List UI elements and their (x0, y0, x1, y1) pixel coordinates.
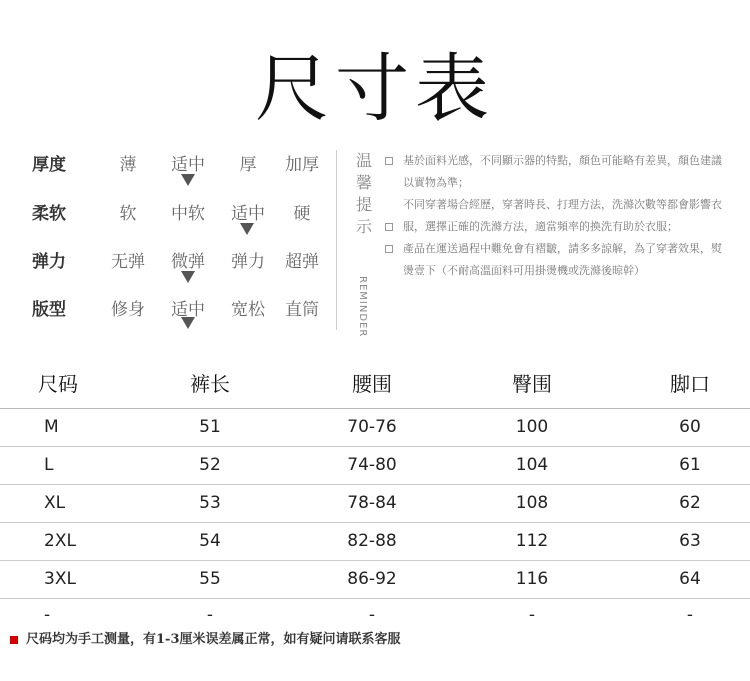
selected-arrow-icon (240, 223, 254, 235)
reminder-char: 提 (355, 195, 372, 214)
cell-length: - (206, 605, 214, 625)
cell-waist: 70-76 (347, 417, 397, 437)
bullet-square-icon (385, 245, 393, 253)
cell-hip: 100 (515, 417, 549, 437)
selected-arrow-icon (181, 271, 195, 283)
attribute-label: 柔软 (32, 204, 66, 224)
option: 适中 (231, 204, 265, 224)
bullet-square-icon (385, 157, 393, 165)
note-text: 產品在運送過程中難免會有褶皺，請多多諒解，為了穿著效果，熨燙壹下（不耐高溫面料可用掛燙機或洗滌後晾幹） (403, 242, 722, 277)
option: 加厚 (285, 155, 319, 175)
attribute-row-softness (0, 199, 340, 247)
cell-waist: - (368, 605, 376, 625)
divider (336, 150, 337, 330)
option: 无弹 (111, 252, 145, 272)
note-text: 基於面料光感，不同顯示器的特點，顏色可能略有差異，顏色建議以實物為準； (403, 154, 722, 189)
attribute-row-fit (0, 295, 340, 343)
cell-waist: 82-88 (347, 531, 397, 551)
cell-size: 3XL (44, 569, 76, 589)
attribute-label: 弹力 (32, 252, 66, 272)
header-hip: 臀围 (512, 372, 552, 396)
cell-size: 2XL (44, 531, 76, 551)
cell-length: 55 (199, 569, 221, 589)
cell-length: 53 (199, 493, 221, 513)
reminder-english-text: REMINDER (357, 276, 368, 338)
note-item (383, 150, 728, 194)
table-row (0, 561, 750, 599)
footer-note (10, 628, 401, 647)
footer-text: 尺码均为手工测量，有1-3厘米误差属正常，如有疑问请联系客服 (26, 632, 401, 647)
attribute-row-thickness (0, 150, 340, 198)
header-length: 裤长 (190, 372, 230, 396)
cell-hem: 64 (679, 569, 701, 589)
cell-hip: - (528, 605, 536, 625)
note-item (383, 238, 728, 282)
cell-hip: 104 (515, 455, 549, 475)
cell-waist: 78-84 (347, 493, 397, 513)
option: 直筒 (285, 300, 319, 320)
option: 宽松 (231, 300, 265, 320)
cell-size: XL (44, 493, 66, 513)
cell-size: - (44, 605, 51, 625)
option: 适中 (171, 155, 205, 175)
option: 厚 (239, 155, 257, 175)
reminder-english-heading (352, 276, 370, 346)
cell-hip: 116 (515, 569, 549, 589)
table-row (0, 523, 750, 561)
red-square-icon (10, 636, 18, 644)
reminder-notes (383, 150, 728, 282)
cell-length: 52 (199, 455, 221, 475)
reminder-heading (354, 150, 374, 238)
size-table (0, 364, 750, 627)
table-row (0, 447, 750, 485)
bullet-square-icon (385, 223, 393, 231)
header-size: 尺码 (38, 372, 78, 396)
option: 中软 (171, 204, 205, 224)
selected-arrow-icon (181, 174, 195, 186)
option: 软 (119, 204, 137, 224)
table-header (0, 364, 750, 409)
reminder-char: 示 (355, 217, 372, 236)
cell-size: M (44, 417, 59, 437)
table-row (0, 599, 750, 627)
cell-length: 51 (199, 417, 221, 437)
note-text: 不同穿著場合經歷，穿著時長、打理方法，洗滌次數等都會影響衣服，選擇正確的洗滌方法，適當頻率的換洗有助於衣服； (403, 198, 722, 233)
option: 适中 (171, 300, 205, 320)
cell-hip: 112 (515, 531, 549, 551)
header-hem: 脚口 (670, 372, 710, 396)
cell-size: L (44, 455, 54, 475)
attribute-label: 版型 (32, 300, 66, 320)
cell-length: 54 (199, 531, 221, 551)
table-row (0, 409, 750, 447)
attribute-row-elasticity (0, 247, 340, 295)
reminder-char: 馨 (355, 173, 372, 192)
cell-hem: 62 (679, 493, 701, 513)
cell-hip: 108 (515, 493, 549, 513)
cell-hem: - (686, 605, 694, 625)
option: 修身 (111, 300, 145, 320)
option: 微弹 (171, 252, 205, 272)
cell-hem: 60 (679, 417, 701, 437)
option: 薄 (119, 155, 137, 175)
selected-arrow-icon (181, 317, 195, 329)
option: 弹力 (231, 252, 265, 272)
cell-waist: 74-80 (347, 455, 397, 475)
cell-waist: 86-92 (347, 569, 397, 589)
note-item (383, 194, 728, 238)
page-title: 尺寸表 (255, 46, 495, 132)
attribute-label: 厚度 (32, 155, 66, 175)
option: 硬 (293, 204, 311, 224)
reminder-char: 温 (355, 151, 372, 170)
table-row (0, 485, 750, 523)
cell-hem: 63 (679, 531, 701, 551)
option: 超弹 (285, 252, 319, 272)
header-waist: 腰围 (352, 372, 392, 396)
cell-hem: 61 (679, 455, 701, 475)
